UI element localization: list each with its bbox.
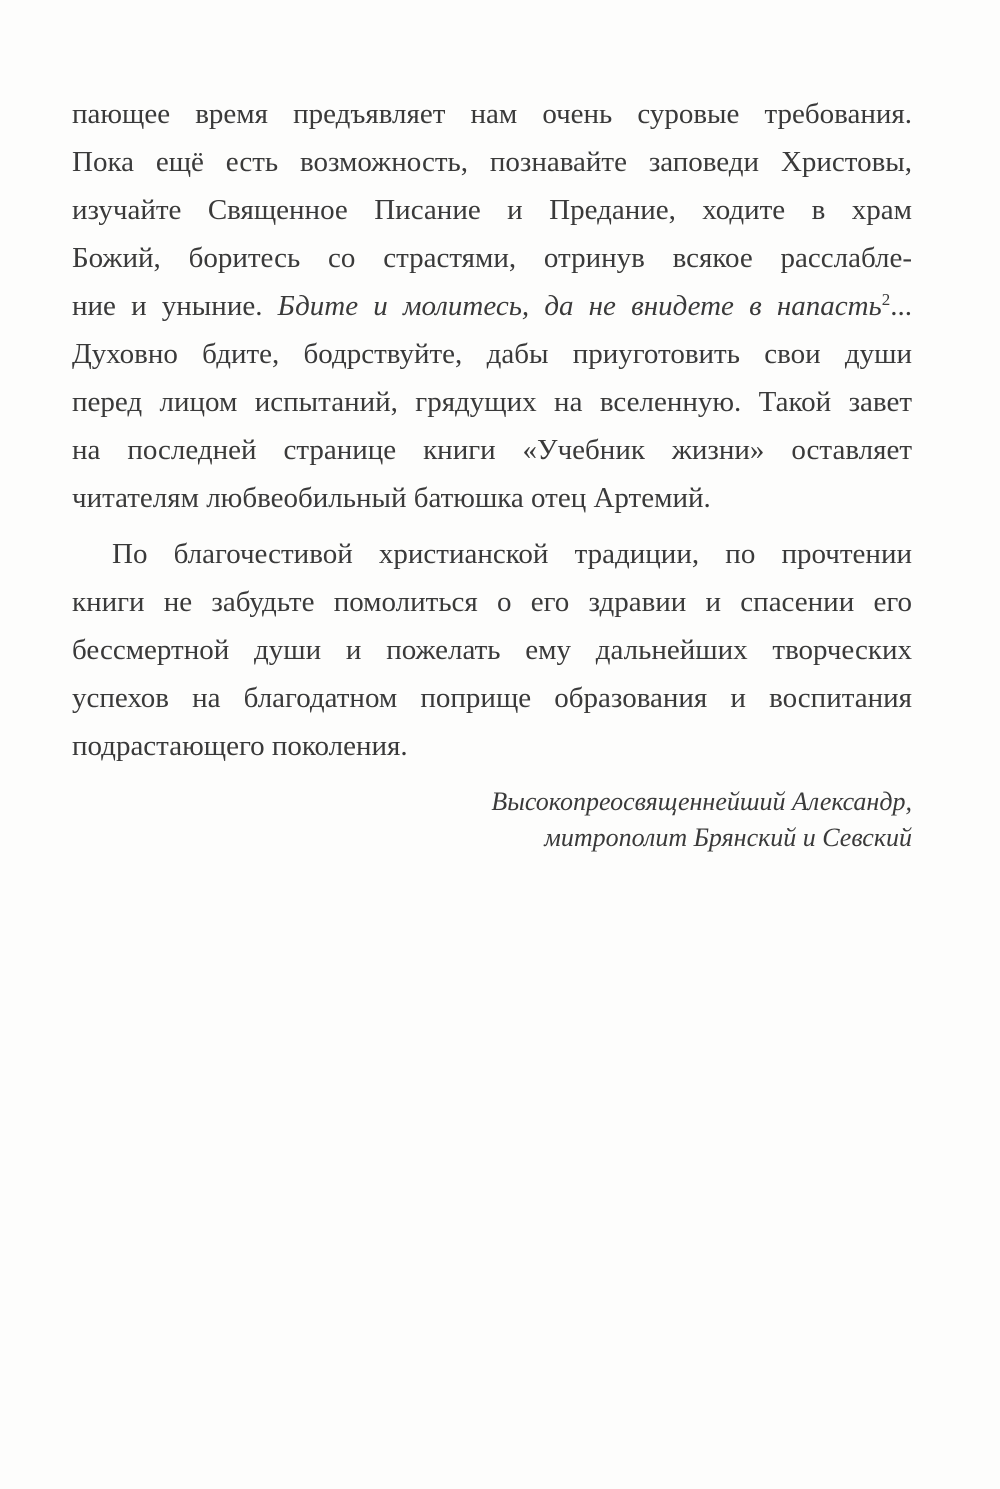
text-line: бессмертной души и пожелать ему дальнейших творческих [72, 634, 912, 666]
ellipsis: ... [890, 290, 913, 322]
text-line: перед лицом испытаний, грядущих на вселенную. Такой завет [72, 386, 912, 418]
footnote-marker: 2 [881, 290, 891, 309]
text-line: Духовно бдите, бодрствуйте, дабы приуготовить свои души [72, 338, 912, 370]
text-line: Пока ещё есть возможность, познавайте заповеди Христовы, [72, 146, 912, 178]
text-line-with-quote [72, 282, 912, 330]
signature-name: Высокопреосвященнейший Александр, [491, 787, 912, 816]
signature-title: митрополит Брянский и Севский [544, 823, 912, 852]
text-line: книги не забудьте помолиться о его здравии и спасении его [72, 586, 912, 618]
text-line: пающее время предъявляет нам очень суровые требования. [72, 98, 912, 130]
scripture-quote: Бдите и молитесь, да не внидете в напасть [277, 290, 882, 322]
paragraph-gap [72, 522, 912, 530]
text-line: Божий, боритесь со страстями, отринув всякое расслабле- [72, 242, 912, 274]
paragraph-1 [72, 90, 912, 522]
text-line: подрастающего поколения. [72, 730, 408, 762]
signature [72, 784, 912, 856]
text-line: на последней странице книги «Учебник жизни» оставляет [72, 434, 912, 466]
paragraph-2 [72, 530, 912, 770]
text-line: читателям любвеобильный батюшка отец Артемий. [72, 482, 711, 514]
document-page [72, 90, 912, 856]
text-line: изучайте Священное Писание и Предание, ходите в храм [72, 194, 912, 226]
text-fragment: ние и уныние. [72, 290, 263, 322]
text-line: По благочестивой христианской традиции, по прочтении [112, 538, 912, 570]
text-line: успехов на благодатном поприще образования и воспитания [72, 682, 912, 714]
